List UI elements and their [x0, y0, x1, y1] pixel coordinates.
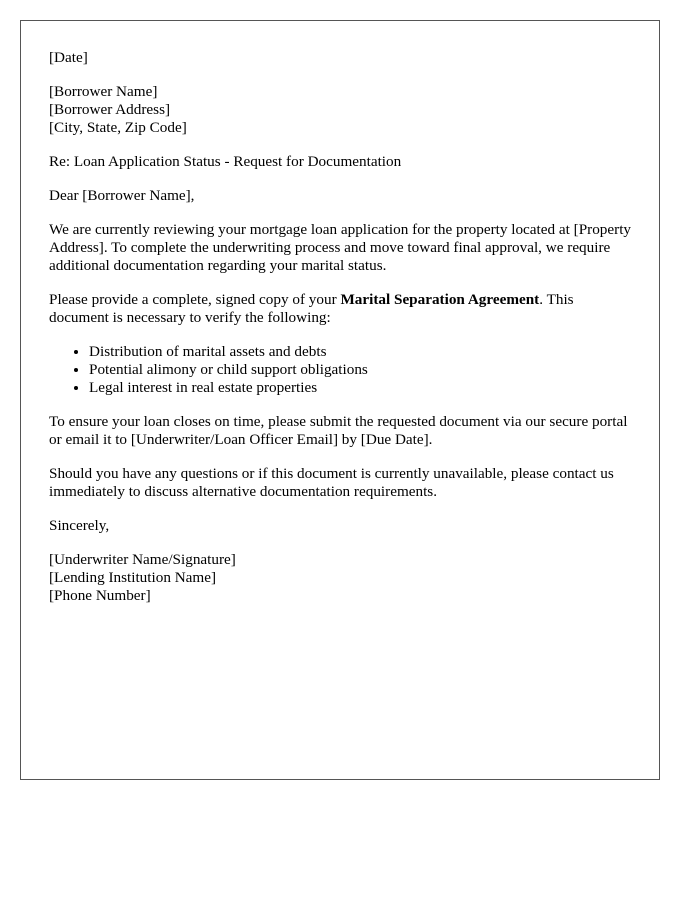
recipient-address: [Borrower Address]	[49, 101, 171, 118]
letter-page	[20, 20, 660, 780]
letter-date	[49, 49, 631, 67]
recipient-address-block	[49, 83, 631, 137]
closing: Sincerely,	[49, 517, 110, 534]
date-text: [Date]	[49, 49, 88, 66]
paragraph-request	[49, 291, 631, 327]
paragraph-review: We are currently reviewing your mortgage loan application for the property located at [Property Address]. To complete the underwriting process and move toward final approval, we require additional documentation regarding your marital status.	[49, 221, 632, 274]
salutation: Dear [Borrower Name],	[49, 187, 195, 204]
recipient-name: [Borrower Name]	[49, 83, 158, 100]
request-text-before: Please provide a complete, signed copy of your	[49, 291, 341, 308]
verify-list	[49, 343, 631, 397]
list-item: • Legal interest in real estate properties	[89, 379, 631, 397]
signature-institution: [Lending Institution Name]	[49, 569, 217, 586]
paragraph-submission: To ensure your loan closes on time, please submit the requested document via our secure portal or email it to [Underwriter/Loan Officer Email] by [Due Date].	[49, 413, 628, 448]
signature-name: [Underwriter Name/Signature]	[49, 551, 236, 568]
paragraph-questions: Should you have any questions or if this document is currently unavailable, please contact us immediately to discuss alternative documentation requirements.	[49, 465, 614, 500]
list-item: • Distribution of marital assets and debts	[89, 343, 631, 361]
list-item: • Potential alimony or child support obligations	[89, 361, 631, 379]
signature-phone: [Phone Number]	[49, 587, 151, 604]
recipient-city-state-zip: [City, State, Zip Code]	[49, 119, 187, 136]
subject-line: Re: Loan Application Status - Request for Documentation	[49, 153, 402, 170]
signature-block	[49, 551, 631, 605]
document-name-bold: Marital Separation Agreement	[340, 291, 540, 308]
request-text-after: . This document is necessary to verify the following:	[49, 291, 574, 326]
